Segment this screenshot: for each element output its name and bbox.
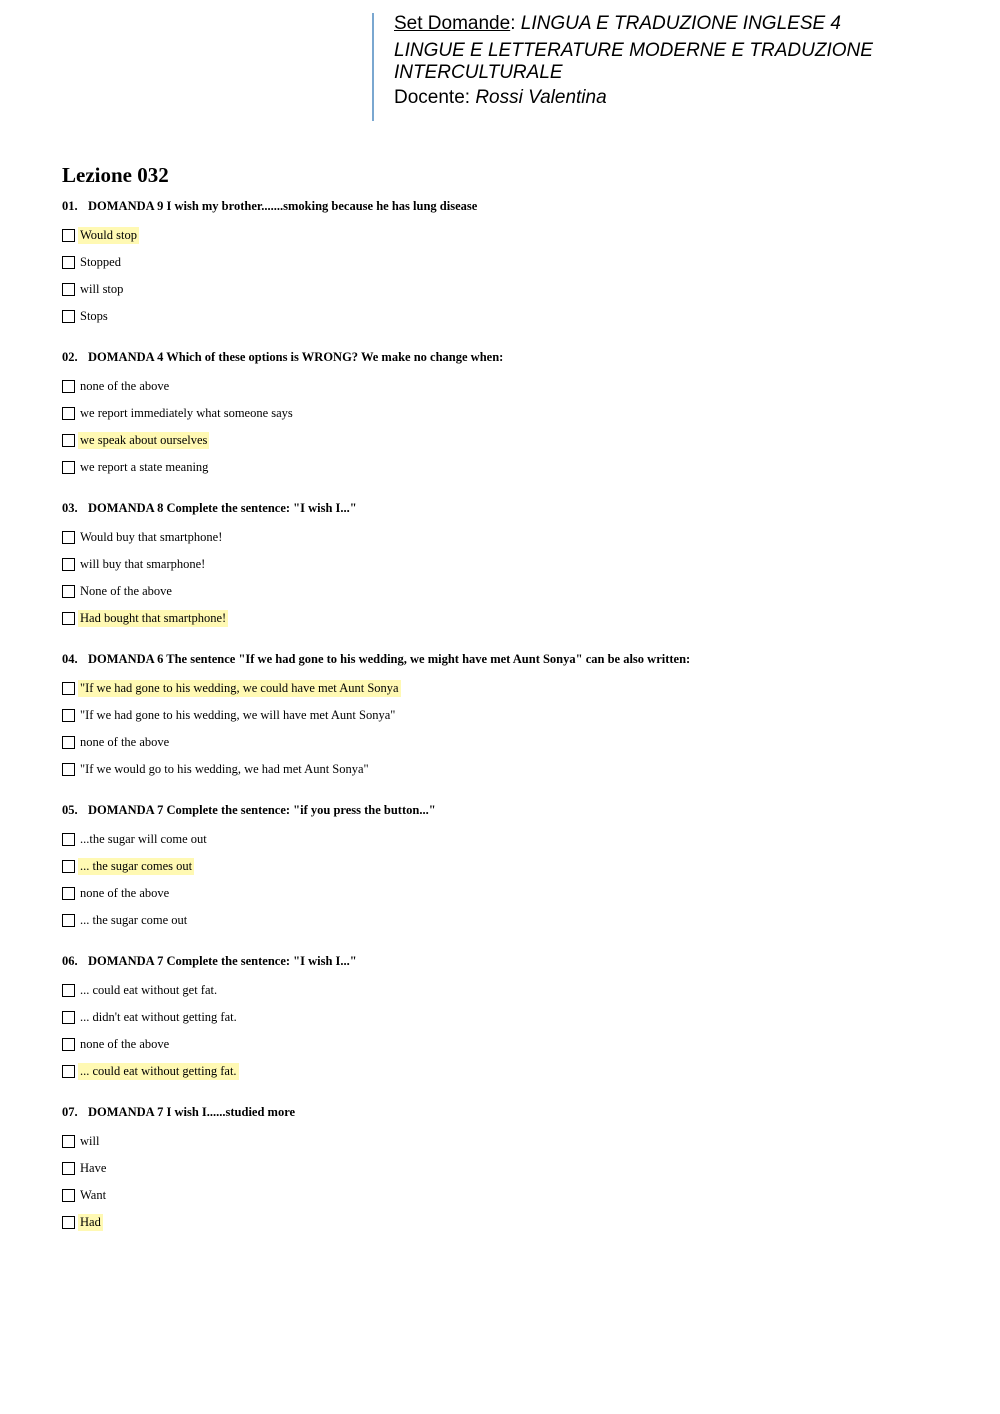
answer-checkbox[interactable] bbox=[62, 612, 75, 625]
question-block bbox=[62, 954, 942, 1085]
answer-text: none of the above bbox=[80, 1037, 170, 1051]
answer-checkbox[interactable] bbox=[62, 833, 75, 846]
answer-text: none of the above bbox=[80, 735, 170, 749]
question-prompt: DOMANDA 9 I wish my brother.......smoking because he has lung disease bbox=[88, 199, 478, 213]
answer-option[interactable] bbox=[62, 222, 942, 249]
question-text bbox=[62, 199, 942, 213]
answer-text: "If we would go to his wedding, we had met Aunt Sonya" bbox=[80, 762, 369, 776]
answer-checkbox[interactable] bbox=[62, 380, 75, 393]
answer-option[interactable] bbox=[62, 675, 942, 702]
answer-option[interactable] bbox=[62, 400, 942, 427]
answer-checkbox[interactable] bbox=[62, 1216, 75, 1229]
answer-option[interactable] bbox=[62, 880, 942, 907]
answer-text: will buy that smarphone! bbox=[80, 557, 206, 571]
answer-text-highlighted: Would stop bbox=[80, 228, 137, 242]
answer-checkbox[interactable] bbox=[62, 914, 75, 927]
answer-checkbox[interactable] bbox=[62, 310, 75, 323]
answer-text-highlighted: Had bought that smartphone! bbox=[80, 611, 227, 625]
answer-text: we report a state meaning bbox=[80, 460, 209, 474]
answer-text: none of the above bbox=[80, 886, 170, 900]
question-prompt: DOMANDA 7 I wish I......studied more bbox=[88, 1105, 296, 1119]
answer-option[interactable] bbox=[62, 524, 942, 551]
question-text bbox=[62, 803, 942, 817]
answer-option[interactable] bbox=[62, 1058, 942, 1085]
answer-option[interactable] bbox=[62, 373, 942, 400]
question-number: 02. bbox=[62, 350, 78, 364]
question-list bbox=[62, 199, 942, 1236]
answer-text: will stop bbox=[80, 282, 124, 296]
question-number: 03. bbox=[62, 501, 78, 515]
answer-text-highlighted: ... the sugar comes out bbox=[80, 859, 193, 873]
answer-text: ... didn't eat without getting fat. bbox=[80, 1010, 237, 1024]
answer-checkbox[interactable] bbox=[62, 407, 75, 420]
question-prompt: DOMANDA 4 Which of these options is WRONG? We make no change when: bbox=[88, 350, 504, 364]
answer-checkbox[interactable] bbox=[62, 558, 75, 571]
answer-option[interactable] bbox=[62, 578, 942, 605]
question-number: 01. bbox=[62, 199, 78, 213]
answer-option[interactable] bbox=[62, 826, 942, 853]
question-block bbox=[62, 803, 942, 934]
answer-checkbox[interactable] bbox=[62, 1162, 75, 1175]
lesson-title: Lezione 032 bbox=[62, 163, 169, 187]
answer-text-highlighted: we speak about ourselves bbox=[80, 433, 208, 447]
answer-text: ... the sugar come out bbox=[80, 913, 188, 927]
question-prompt: DOMANDA 8 Complete the sentence: "I wish I..." bbox=[88, 501, 357, 515]
answer-checkbox[interactable] bbox=[62, 283, 75, 296]
answer-text: ... could eat without get fat. bbox=[80, 983, 218, 997]
answer-option[interactable] bbox=[62, 303, 942, 330]
answer-checkbox[interactable] bbox=[62, 1135, 75, 1148]
question-block bbox=[62, 199, 942, 330]
question-text bbox=[62, 954, 942, 968]
question-number: 04. bbox=[62, 652, 78, 666]
answer-text: None of the above bbox=[80, 584, 172, 598]
question-text bbox=[62, 1105, 942, 1119]
answer-option[interactable] bbox=[62, 1031, 942, 1058]
question-text bbox=[62, 501, 942, 515]
answer-text: Want bbox=[80, 1188, 107, 1202]
answer-text: Would buy that smartphone! bbox=[80, 530, 223, 544]
answer-checkbox[interactable] bbox=[62, 887, 75, 900]
answer-checkbox[interactable] bbox=[62, 1189, 75, 1202]
question-prompt: DOMANDA 7 Complete the sentence: "if you press the button..." bbox=[88, 803, 436, 817]
answer-option[interactable] bbox=[62, 551, 942, 578]
answer-checkbox[interactable] bbox=[62, 682, 75, 695]
answer-text: "If we had gone to his wedding, we will have met Aunt Sonya" bbox=[80, 708, 396, 722]
answer-text-highlighted: ... could eat without getting fat. bbox=[80, 1064, 237, 1078]
teacher-label: Docente: bbox=[394, 87, 476, 108]
answer-option[interactable] bbox=[62, 853, 942, 880]
set-title-row bbox=[394, 13, 932, 35]
answer-checkbox[interactable] bbox=[62, 860, 75, 873]
answer-option[interactable] bbox=[62, 454, 942, 481]
answer-option[interactable] bbox=[62, 702, 942, 729]
answer-text: none of the above bbox=[80, 379, 170, 393]
question-block bbox=[62, 501, 942, 632]
question-number: 06. bbox=[62, 954, 78, 968]
question-prompt: DOMANDA 6 The sentence "If we had gone to his wedding, we might have met Aunt Sonya" can be also written: bbox=[88, 652, 691, 666]
answer-checkbox[interactable] bbox=[62, 461, 75, 474]
document-header bbox=[372, 13, 932, 121]
question-number: 07. bbox=[62, 1105, 78, 1119]
answer-checkbox[interactable] bbox=[62, 434, 75, 447]
answer-checkbox[interactable] bbox=[62, 229, 75, 242]
answer-option[interactable] bbox=[62, 427, 942, 454]
answer-text: Have bbox=[80, 1161, 107, 1175]
answer-checkbox[interactable] bbox=[62, 256, 75, 269]
answer-text-highlighted: Had bbox=[80, 1215, 101, 1229]
answer-checkbox[interactable] bbox=[62, 709, 75, 722]
answer-option[interactable] bbox=[62, 1004, 942, 1031]
answer-option[interactable] bbox=[62, 276, 942, 303]
answer-text: will bbox=[80, 1134, 100, 1148]
answer-option[interactable] bbox=[62, 1155, 942, 1182]
set-separator: : bbox=[510, 13, 521, 34]
teacher-name: Rossi Valentina bbox=[475, 87, 607, 108]
question-block bbox=[62, 350, 942, 481]
answer-text-highlighted: "If we had gone to his wedding, we could have met Aunt Sonya bbox=[80, 681, 399, 695]
answer-option[interactable] bbox=[62, 977, 942, 1004]
answer-option[interactable] bbox=[62, 249, 942, 276]
course-name: LINGUA E TRADUZIONE INGLESE 4 bbox=[520, 13, 842, 34]
answer-text: ...the sugar will come out bbox=[80, 832, 207, 846]
answer-option[interactable] bbox=[62, 1182, 942, 1209]
question-prompt: DOMANDA 7 Complete the sentence: "I wish I..." bbox=[88, 954, 357, 968]
answer-checkbox[interactable] bbox=[62, 763, 75, 776]
set-label: Set Domande bbox=[394, 13, 511, 34]
degree-name: LINGUE E LETTERATURE MODERNE E TRADUZIONE INTERCULTURALE bbox=[394, 40, 873, 83]
answer-text: we report immediately what someone says bbox=[80, 406, 293, 420]
answer-checkbox[interactable] bbox=[62, 531, 75, 544]
answer-text: Stops bbox=[80, 309, 108, 323]
answer-checkbox[interactable] bbox=[62, 736, 75, 749]
answer-option[interactable] bbox=[62, 907, 942, 934]
answer-option[interactable] bbox=[62, 1128, 942, 1155]
teacher-row bbox=[394, 87, 932, 109]
answer-checkbox[interactable] bbox=[62, 1065, 75, 1078]
answer-checkbox[interactable] bbox=[62, 585, 75, 598]
question-block bbox=[62, 1105, 942, 1236]
answer-checkbox[interactable] bbox=[62, 1038, 75, 1051]
answer-option[interactable] bbox=[62, 729, 942, 756]
answer-checkbox[interactable] bbox=[62, 1011, 75, 1024]
question-text bbox=[62, 350, 942, 364]
quiz-content bbox=[62, 160, 942, 1256]
question-text bbox=[62, 652, 942, 666]
question-block bbox=[62, 652, 942, 783]
answer-option[interactable] bbox=[62, 1209, 942, 1236]
answer-checkbox[interactable] bbox=[62, 984, 75, 997]
answer-text: Stopped bbox=[80, 255, 121, 269]
answer-option[interactable] bbox=[62, 756, 942, 783]
question-number: 05. bbox=[62, 803, 78, 817]
answer-option[interactable] bbox=[62, 605, 942, 632]
